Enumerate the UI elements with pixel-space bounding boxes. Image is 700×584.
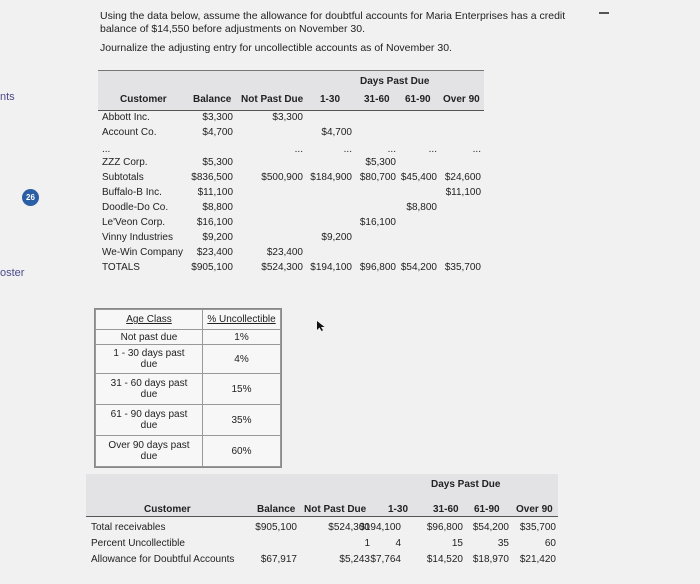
mouse-cursor-icon [316, 320, 326, 332]
aging-cell-1-30: $194,100 [310, 262, 352, 273]
aging-cell-balance: $905,100 [191, 262, 233, 273]
allowance-cell-61-90: 35 [497, 538, 509, 549]
col-header-customer: Customer [144, 504, 191, 515]
allowance-cell-not-past-due: $524,300 [328, 522, 370, 533]
aging-cell-not-past-due: $3,300 [272, 112, 303, 123]
aging-cell-balance: $8,800 [202, 202, 233, 213]
percent-uncollectible-table [94, 308, 282, 468]
header-divider [86, 516, 558, 517]
allowance-cell-1-30: $194,100 [359, 522, 401, 533]
allowance-cell-balance: $67,917 [260, 554, 297, 565]
aging-cell-over-90: $35,700 [444, 262, 481, 273]
allowance-cell-1-30: $7,764 [370, 554, 401, 565]
notification-badge: 26 [22, 189, 39, 206]
pct-header-age-class: Age Class [96, 310, 203, 330]
aging-cell-balance: $23,400 [196, 247, 233, 258]
col-header-balance: Balance [193, 94, 232, 105]
allowance-cell-1-30: 4 [395, 538, 401, 549]
aging-cell-over-90: $11,100 [445, 187, 481, 198]
aging-cell-customer: Buffalo-B Inc. [102, 187, 162, 198]
allowance-cell-over-90: 60 [544, 538, 556, 549]
pct-row-label: Not past due [96, 330, 203, 345]
aging-cell-61-90: ... [428, 144, 437, 155]
aging-cell-31-60: $80,700 [359, 172, 396, 183]
col-header-balance: Balance [257, 504, 296, 515]
aging-cell-balance: $9,200 [202, 232, 233, 243]
minimize-icon[interactable] [599, 12, 609, 14]
allowance-cell-customer: Total receivables [91, 522, 166, 533]
pct-header-uncollectible: % Uncollectible [203, 310, 281, 330]
aging-cell-not-past-due: $500,900 [261, 172, 303, 183]
question-line-2: balance of $14,550 before adjustments on November 30. [100, 23, 366, 35]
sidebar-item-contents[interactable]: nts [0, 91, 15, 103]
pct-row-label: Over 90 days past due [96, 436, 203, 467]
aging-cell-customer: Subtotals [102, 172, 144, 183]
allowance-cell-not-past-due: $5,243 [339, 554, 370, 565]
col-header-61-90: 61-90 [474, 504, 500, 515]
pct-row-label: 31 - 60 days past due [96, 374, 203, 405]
days-past-due-header: Days Past Due [431, 479, 501, 490]
aging-cell-31-60: $16,100 [359, 217, 396, 228]
aging-cell-not-past-due: ... [294, 144, 303, 155]
aging-cell-customer: Doodle-Do Co. [102, 202, 169, 213]
question-instruction: Journalize the adjusting entry for uncollectible accounts as of November 30. [100, 42, 452, 54]
allowance-cell-customer: Allowance for Doubtful Accounts [91, 554, 235, 565]
aging-cell-customer: Account Co. [102, 127, 157, 138]
col-header-over-90: Over 90 [443, 94, 480, 105]
aging-cell-customer: Abbott Inc. [102, 112, 150, 123]
question-text [100, 10, 565, 61]
aging-cell-not-past-due: $524,300 [261, 262, 303, 273]
aging-cell-1-30: $184,900 [310, 172, 352, 183]
sidebar-item-roster[interactable]: oster [0, 267, 25, 279]
aging-cell-1-30: ... [343, 144, 352, 155]
aging-cell-1-30: $4,700 [321, 127, 352, 138]
days-past-due-header: Days Past Due [360, 76, 430, 87]
allowance-cell-over-90: $21,420 [519, 554, 556, 565]
aging-cell-balance: $4,700 [202, 127, 233, 138]
aging-cell-balance: $836,500 [191, 172, 233, 183]
aging-cell-customer: We-Win Company [102, 247, 183, 258]
col-header-1-30: 1-30 [320, 94, 341, 105]
allowance-table [86, 474, 558, 574]
aging-cell-balance: $3,300 [202, 112, 233, 123]
pct-row-value: 1% [203, 330, 281, 345]
aging-cell-over-90: $24,600 [444, 172, 481, 183]
pct-row-value: 4% [203, 345, 281, 374]
aging-cell-customer: ... [102, 144, 111, 155]
aging-cell-customer: TOTALS [102, 262, 140, 273]
aging-cell-customer: Le'Veon Corp. [102, 217, 166, 228]
pct-row-label: 61 - 90 days past due [96, 405, 203, 436]
allowance-cell-31-60: $14,520 [426, 554, 463, 565]
col-header-not-past-due: Not Past Due [241, 94, 304, 105]
col-header-customer: Customer [120, 94, 167, 105]
aging-cell-balance: $11,100 [197, 187, 233, 198]
col-header-1-30: 1-30 [388, 504, 409, 515]
aging-cell-61-90: $54,200 [400, 262, 437, 273]
col-header-61-90: 61-90 [405, 94, 431, 105]
allowance-cell-customer: Percent Uncollectible [91, 538, 185, 549]
header-divider [98, 110, 484, 111]
allowance-cell-61-90: $54,200 [472, 522, 509, 533]
aging-cell-61-90: $8,800 [406, 202, 437, 213]
allowance-cell-over-90: $35,700 [519, 522, 556, 533]
col-header-not-past-due: Not Past Due [304, 504, 367, 515]
pct-row-value: 60% [203, 436, 281, 467]
aging-cell-31-60: $96,800 [359, 262, 396, 273]
aging-cell-31-60: ... [387, 144, 396, 155]
aging-cell-customer: ZZZ Corp. [102, 157, 148, 168]
aging-cell-customer: Vinny Industries [102, 232, 173, 243]
allowance-cell-balance: $905,100 [255, 522, 297, 533]
aging-cell-not-past-due: $23,400 [266, 247, 303, 258]
pct-row-label: 1 - 30 days past due [96, 345, 203, 374]
pct-row-value: 15% [203, 374, 281, 405]
allowance-cell-31-60: $96,800 [426, 522, 463, 533]
question-line-1: Using the data below, assume the allowance for doubtful accounts for Maria Enterprises has a credit [100, 10, 566, 22]
aging-cell-31-60: $5,300 [365, 157, 396, 168]
aging-cell-balance: $5,300 [202, 157, 233, 168]
col-header-over-90: Over 90 [516, 504, 553, 515]
allowance-cell-not-past-due: 1 [364, 538, 370, 549]
aging-cell-balance: $16,100 [196, 217, 233, 228]
allowance-cell-61-90: $18,970 [472, 554, 509, 565]
aging-cell-1-30: $9,200 [321, 232, 352, 243]
allowance-cell-31-60: 15 [451, 538, 463, 549]
aging-cell-61-90: $45,400 [400, 172, 437, 183]
col-header-31-60: 31-60 [433, 504, 459, 515]
col-header-31-60: 31-60 [364, 94, 390, 105]
pct-row-value: 35% [203, 405, 281, 436]
aging-cell-over-90: ... [472, 144, 481, 155]
